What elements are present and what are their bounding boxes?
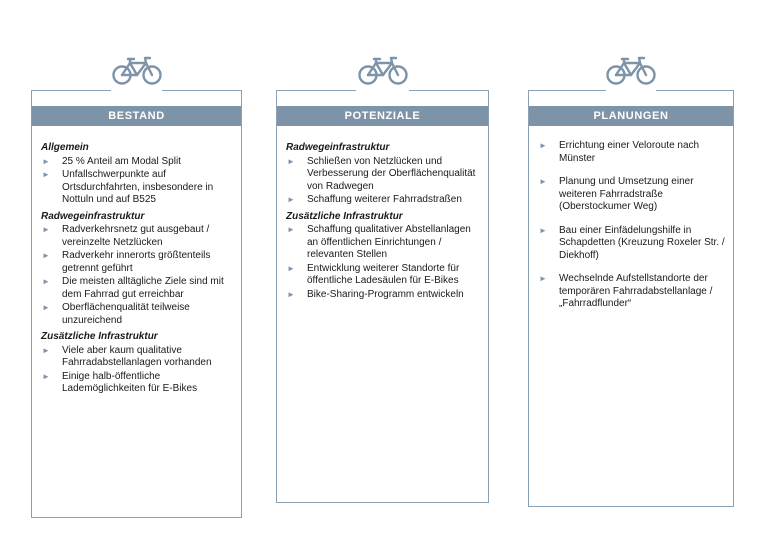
bullet-arrow-icon: ► [287,195,295,204]
bullet-list [538,140,727,311]
card-planungen [528,90,734,507]
header-potenziale: POTENZIALE [277,106,488,126]
bullet-arrow-icon: ► [539,274,547,283]
bullet-arrow-icon: ► [287,263,295,273]
bullet-arrow-icon: ► [42,251,50,260]
list-item: ► Radverkehr innerorts größtenteils getrennt geführt [42,250,211,274]
list-item: ► Schaffung weiterer Fahrradstraßen [287,194,462,205]
bullet-list [41,224,235,327]
list-item: ► Unfallschwerpunkte auf Ortsdurchfahrten, insbesondere in Nottuln und auf B525 [42,169,214,205]
list-item: ► 25 % Anteil am Modal Split [42,155,181,167]
bullet-arrow-icon: ► [42,303,50,312]
bullet-arrow-icon: ► [287,156,295,166]
bullet-arrow-icon: ► [42,156,50,166]
list-item: ► Oberflächenqualität teilweise unzureichend [42,302,190,326]
list-item: ► Bike-Sharing-Programm entwickeln [287,288,464,300]
list-item: ► Die meisten alltägliche Ziele sind mit dem Fahrrad gut erreichbar [42,276,224,300]
section-heading: Radwegeinfrastruktur [286,142,390,153]
bullet-arrow-icon: ► [539,177,547,186]
header-bestand: BESTAND [32,106,241,126]
list-item: ► Errichtung einer Veloroute nach Münster [539,140,700,164]
bullet-arrow-icon: ► [42,371,50,381]
bicycle-icon [605,54,657,86]
list-item: ► Wechselnde Aufstellstandorte der temporären Fahrradabstellanlage / „Fahrradflunder“ [539,273,713,309]
bullet-arrow-icon: ► [42,170,50,179]
bullet-arrow-icon: ► [539,225,547,235]
bullet-list [286,156,482,207]
section-heading: Zusätzliche Infrastruktur [286,210,403,222]
list-item: ► Radverkehrsnetz gut ausgebaut / vereinzelte Netzlücken [42,224,210,248]
content-bestand [41,142,235,397]
bullet-list [286,224,482,301]
list-item: ► Viele aber kaum qualitative Fahrradabstellanlagen vorhanden [42,344,212,368]
list-item: ► Entwicklung weiterer Standorte für öffentliche Ladesäulen für E-Bikes [287,262,460,286]
card-bestand [31,90,242,518]
list-item: ► Schließen von Netzlücken und Verbesserung der Oberflächenqualität von Radwegen [287,155,476,192]
bullet-arrow-icon: ► [42,225,50,234]
list-item: ► Bau einer Einfädelungshilfe in Schapdetten (Kreuzung Roxeler Str. / Diekhoff) [539,224,725,261]
bicycle-icon [111,54,163,86]
list-item: ► Einige halb-öffentliche Lademöglichkeiten für E-Bikes [42,370,198,394]
content-potenziale [286,142,482,302]
bullet-arrow-icon: ► [42,277,50,286]
section-heading: Radwegeinfrastruktur [41,210,145,222]
header-planungen: PLANUNGEN [529,106,733,126]
list-item: ► Schaffung qualitativer Abstellanlagen an öffentlichen Einrichtungen / relevanten Stellen [287,224,471,260]
bicycle-icon [357,54,409,86]
section-heading: Zusätzliche Infrastruktur [41,331,158,342]
bullet-list [41,345,235,396]
content-planungen [538,140,727,322]
bullet-arrow-icon: ► [539,141,547,150]
bullet-arrow-icon: ► [287,289,295,299]
list-item: ► Planung und Umsetzung einer weiteren Fahrradstraße (Oberstockumer Weg) [539,176,694,212]
bullet-list [41,156,235,207]
section-heading: Allgemein [41,142,89,153]
bullet-arrow-icon: ► [287,225,295,234]
card-potenziale [276,90,489,503]
bullet-arrow-icon: ► [42,345,50,355]
